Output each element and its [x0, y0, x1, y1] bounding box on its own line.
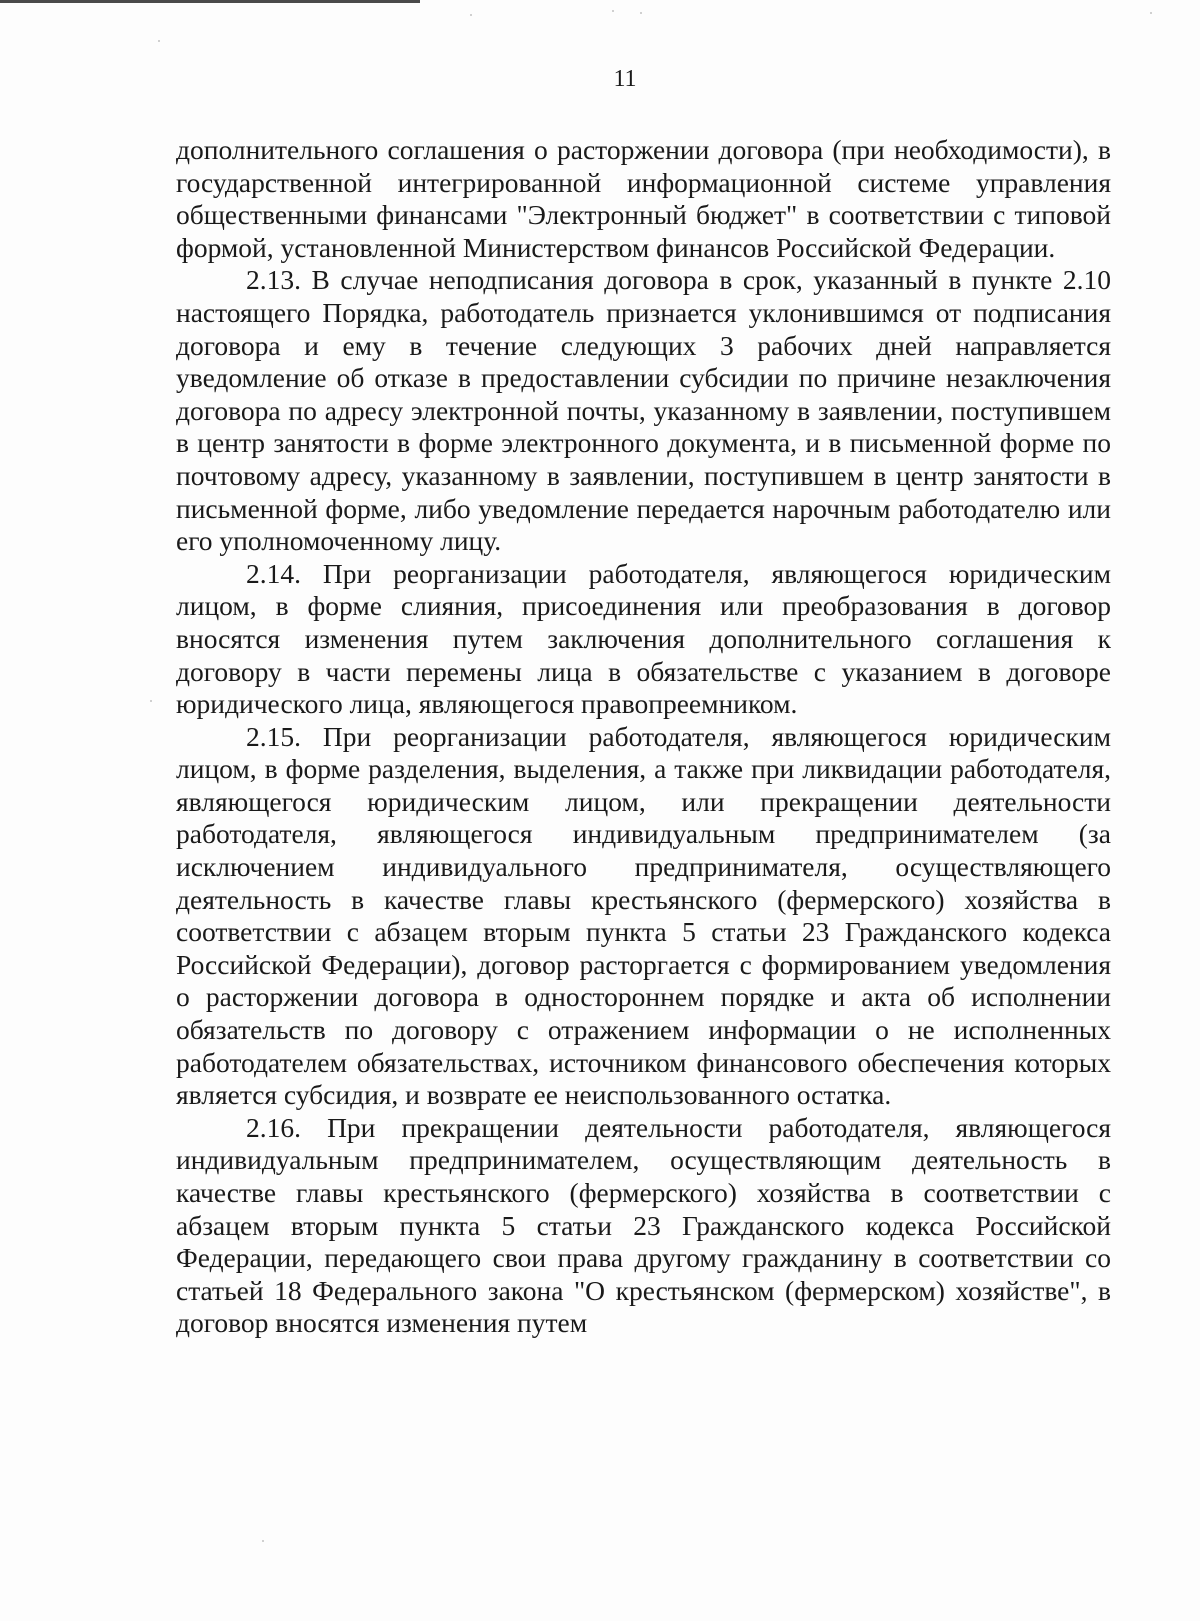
- scan-edge-line: [0, 0, 420, 3]
- scan-speck: [262, 1540, 264, 1542]
- paragraph-2-16: 2.16. При прекращении деятельности работодателя, являющегося индивидуальным предпринимателем, осуществляющим деятельность в качестве главы крестьянского (фермерского) хозяйства в соответствии с абзацем вторым пункта 5 статьи 23 Гражданского кодекса Российской Федерации, передающего свои права другому гражданину в соответствии со статьей 18 Федерального закона "О крестьянском (фермерском) хозяйстве", в договор вносятся изменения путем: [176, 1111, 1111, 1339]
- paragraph-2-15: 2.15. При реорганизации работодателя, являющегося юридическим лицом, в форме разделения, выделения, а также при ликвидации работодателя, являющегося юридическим лицом, или прекращении деятельности работодателя, являющегося индивидуальным предпринимателем (за исключением индивидуального предпринимателя, осуществляющего деятельность в качестве главы крестьянского (фермерского) хозяйства в соответствии с абзацем вторым пункта 5 статьи 23 Гражданского кодекса Российской Федерации), договор расторгается с формированием уведомления о расторжении договора в одностороннем порядке и акта об исполнении обязательств по договору с отражением информации о не исполненных работодателем обязательствах, источником финансового обеспечения которых является субсидия, и возврате ее неиспользованного остатка.: [176, 720, 1111, 1111]
- page-number: 11: [613, 66, 637, 92]
- scan-speck: [640, 12, 642, 14]
- paragraph-2-14: 2.14. При реорганизации работодателя, являющегося юридическим лицом, в форме слияния, присоединения или преобразования в договор вносятся изменения путем заключения дополнительного соглашения к договору в части перемены лица в обязательстве с указанием в договоре юридического лица, являющегося правопреемником.: [176, 557, 1111, 720]
- scan-speck: [150, 700, 152, 702]
- scan-speck: [612, 10, 614, 12]
- scan-speck: [158, 40, 160, 42]
- scan-speck: [1150, 12, 1152, 14]
- scan-speck: [470, 14, 472, 16]
- document-body: [176, 134, 1111, 1340]
- paragraph-continuation: дополнительного соглашения о расторжении договора (при необходимости), в государственной интегрированной информационной системе управления общественными финансами "Электронный бюджет" в соответствии с типовой формой, установленной Министерством финансов Российской Федерации.: [176, 134, 1111, 263]
- paragraph-2-13: 2.13. В случае неподписания договора в срок, указанный в пункте 2.10 настоящего Порядка, работодатель признается уклонившимся от подписания договора и ему в течение следующих 3 рабочих дней направляется уведомление об отказе в предоставлении субсидии по причине незаключения договора по адресу электронной почты, указанному в заявлении, поступившем в центр занятости в форме электронного документа, и в письменной форме по почтовому адресу, указанному в заявлении, поступившем в центр занятости в письменной форме, либо уведомление передается нарочным работодателю или его уполномоченному лицу.: [176, 264, 1111, 557]
